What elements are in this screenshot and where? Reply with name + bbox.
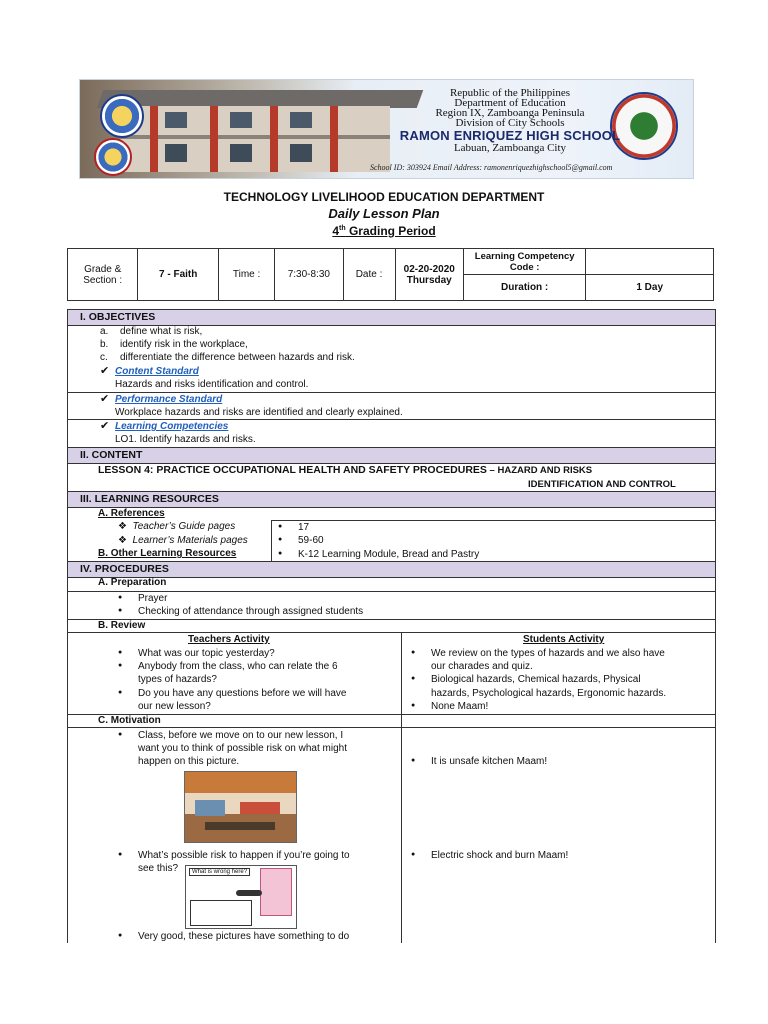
- grade-label: Grade & Section :: [68, 249, 138, 301]
- learners-materials-label: ❖ Learner’s Materials pages: [118, 535, 248, 546]
- competency-value: [586, 249, 714, 275]
- motivation-teacher-item: Class, before we move on to our new lesson, I: [138, 730, 344, 741]
- time-label: Time :: [219, 249, 275, 301]
- content-standard-text: Hazards and risks identification and control.: [115, 379, 309, 390]
- unsafe-kitchen-image: [184, 771, 297, 843]
- preparation-label: A. Preparation: [98, 577, 167, 588]
- performance-standard-text: Workplace hazards and risks are identified and clearly explained.: [115, 407, 403, 418]
- motivation-teacher-item-cont: want you to think of possible risk on what might: [138, 743, 347, 754]
- electrical-hazard-image: [185, 865, 297, 929]
- grading-period: 4th Grading Period: [332, 224, 436, 238]
- date-label: Date :: [343, 249, 395, 301]
- duration-value: 1 Day: [586, 275, 714, 301]
- motivation-teacher-item-cont: happen on this picture.: [138, 756, 240, 767]
- content-heading: II. CONTENT: [68, 447, 715, 464]
- prep-item: Checking of attendance through assigned students: [138, 606, 364, 617]
- grade-value: 7 - Faith: [138, 249, 219, 301]
- motivation-teacher-item: What’s possible risk to happen if you’re going to: [138, 850, 350, 861]
- checkmark-icon: ✔: [100, 420, 110, 432]
- motivation-label: C. Motivation: [98, 715, 161, 726]
- time-value: 7:30-8:30: [275, 249, 343, 301]
- objective-marker: a.: [100, 326, 109, 337]
- objective-marker: c.: [100, 352, 108, 363]
- motivation-teacher-item-cont: see this?: [138, 863, 179, 874]
- checkmark-icon: ✔: [100, 393, 110, 405]
- banner-line: Department of Education: [454, 97, 566, 109]
- learners-materials-value: 59-60: [298, 535, 324, 546]
- school-name: RAMON ENRIQUEZ HIGH SCHOOL: [399, 128, 621, 143]
- prep-item: Prayer: [138, 593, 168, 604]
- banner-line: Division of City Schools: [455, 117, 565, 129]
- objective-marker: b.: [100, 339, 109, 350]
- school-banner: [79, 79, 694, 179]
- lesson-body: [67, 309, 716, 943]
- procedures-heading: IV. PROCEDURES: [68, 561, 715, 578]
- review-student-item: None Maam!: [431, 701, 489, 712]
- competencies-text: LO1. Identify hazards and risks.: [115, 434, 256, 445]
- lesson-info-table: [67, 248, 714, 301]
- objective-item: differentiate the difference between hazards and risk.: [120, 352, 355, 363]
- lesson-title-cont: IDENTIFICATION AND CONTROL: [528, 479, 676, 490]
- banner-line: Region IX, Zamboanga Peninsula: [435, 107, 585, 119]
- references-label: A. References: [98, 508, 165, 519]
- banner-line: Republic of the Philippines: [449, 87, 571, 99]
- region-seal-icon: [94, 138, 132, 176]
- banner-text: [380, 88, 640, 153]
- motivation-student-item: It is unsafe kitchen Maam!: [431, 756, 548, 767]
- learning-competencies-link[interactable]: Learning Competencies: [115, 421, 229, 432]
- review-teacher-item-cont: types of hazards?: [138, 674, 217, 685]
- objective-item: define what is risk,: [120, 326, 203, 337]
- review-student-item-cont: hazards, Psychological hazards, Ergonomic hazards.: [431, 688, 667, 699]
- date-cell: [395, 249, 463, 301]
- plan-title: Daily Lesson Plan: [328, 206, 440, 221]
- checkmark-icon: ✔: [100, 365, 110, 377]
- content-standard-link[interactable]: Content Standard: [115, 366, 199, 377]
- other-resources-label: B. Other Learning Resources: [98, 548, 237, 559]
- department-title: TECHNOLOGY LIVELIHOOD EDUCATION DEPARTMENT: [223, 190, 545, 204]
- review-teacher-item-cont: our new lesson?: [138, 701, 211, 712]
- teachers-guide-value: 17: [298, 522, 310, 533]
- objective-item: identify risk in the workplace,: [120, 339, 248, 350]
- teachers-activity-heading: Teachers Activity: [188, 634, 270, 645]
- review-label: B. Review: [98, 620, 146, 631]
- image-caption: What is wrong here?: [189, 868, 250, 876]
- deped-seal-icon: [100, 94, 144, 138]
- review-teacher-item: Anybody from the class, who can relate the 6: [138, 661, 338, 672]
- resources-heading: III. LEARNING RESOURCES: [68, 491, 715, 508]
- performance-standard-link[interactable]: Performance Standard: [115, 394, 223, 405]
- other-resources-value: K-12 Learning Module, Bread and Pastry: [298, 549, 480, 560]
- review-teacher-item: Do you have any questions before we will have: [138, 688, 347, 699]
- review-student-item-cont: our charades and quiz.: [431, 661, 533, 672]
- review-student-item: We review on the types of hazards and we also have: [431, 648, 665, 659]
- date-day: Thursday: [406, 274, 452, 286]
- students-activity-heading: Students Activity: [523, 634, 605, 645]
- motivation-teacher-item: Very good, these pictures have something to do: [138, 931, 350, 942]
- review-teacher-item: What was our topic yesterday?: [138, 648, 275, 659]
- review-student-item: Biological hazards, Chemical hazards, Physical: [431, 674, 641, 685]
- lesson-title: LESSON 4: PRACTICE OCCUPATIONAL HEALTH AND SAFETY PROCEDURES – HAZARD AND RISKS: [98, 464, 593, 476]
- teachers-guide-label: ❖ Teacher’s Guide pages: [118, 521, 236, 532]
- school-contact: School ID: 303924 Email Address: ramonenriquezhighschool5@gmail.com: [370, 163, 613, 172]
- date-value: 02-20-2020: [403, 263, 455, 275]
- duration-label: Duration :: [463, 275, 585, 301]
- competency-label: Learning Competency Code :: [463, 249, 585, 275]
- motivation-student-item: Electric shock and burn Maam!: [431, 850, 569, 861]
- objectives-heading: I. OBJECTIVES: [68, 309, 715, 326]
- building-graphic: [120, 106, 390, 172]
- school-location: Labuan, Zamboanga City: [453, 142, 567, 154]
